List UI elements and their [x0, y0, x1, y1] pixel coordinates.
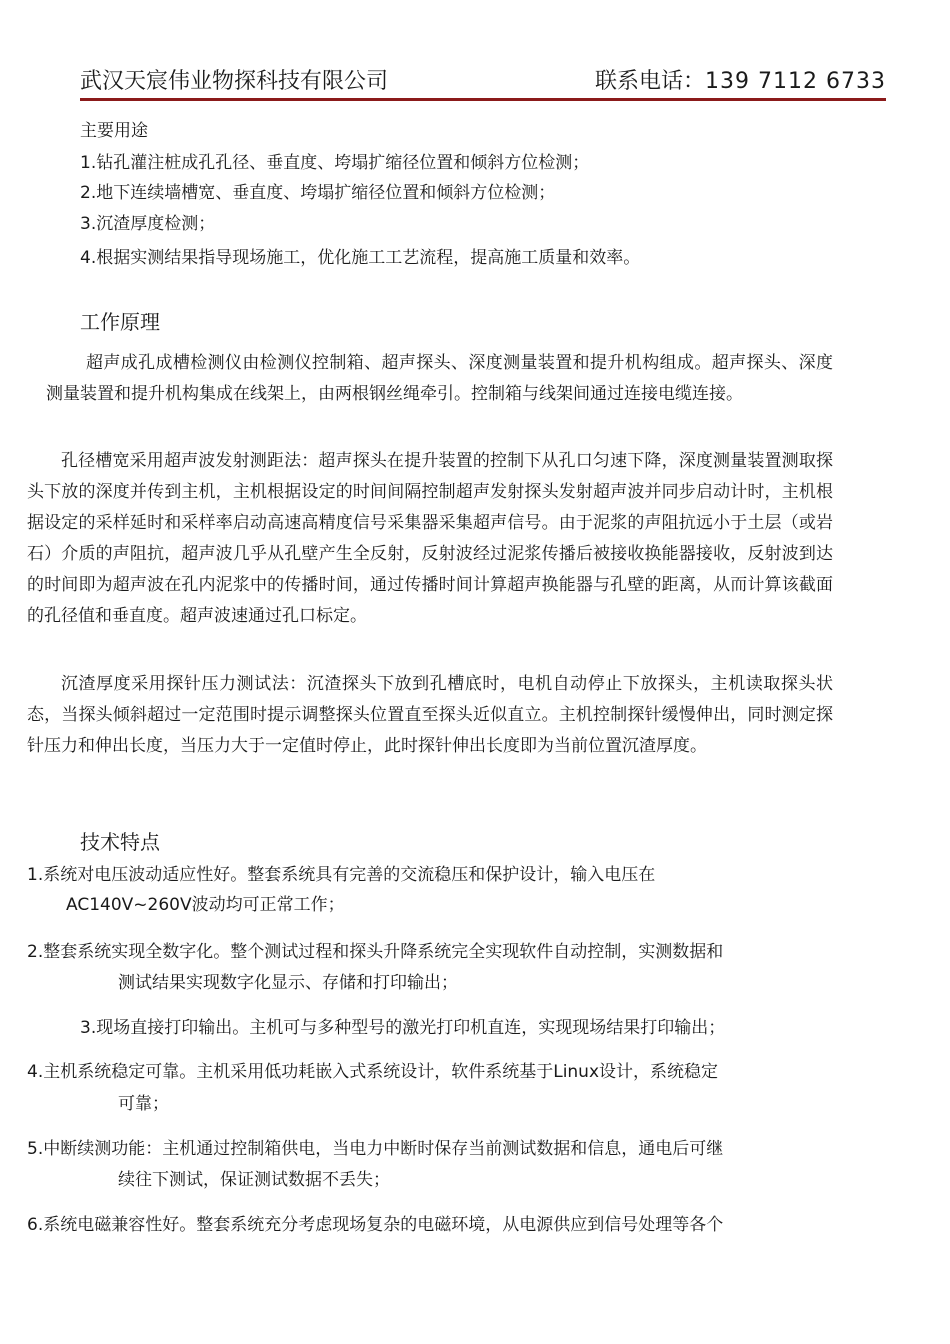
uses-title: 主要用途 [80, 121, 148, 141]
feature-2-line-1: 2.整套系统实现全数字化。整个测试过程和探头升降系统完全实现软件自动控制，实测数据和 [27, 942, 724, 962]
page-header [80, 62, 886, 101]
feature-5-line-2: 续往下测试，保证测试数据不丢失； [118, 1170, 390, 1190]
features-title: 技术特点 [80, 830, 160, 854]
phone-separator: ： [683, 69, 706, 94]
uses-item: 3.沉渣厚度检测； [80, 214, 216, 234]
feature-1-line-1: 1.系统对电压波动适应性好。整套系统具有完善的交流稳压和保护设计，输入电压在 [27, 865, 656, 885]
uses-item: 4.根据实测结果指导现场施工，优化施工工艺流程，提高施工质量和效率。 [80, 248, 641, 268]
phone-label: 联系电话 [595, 69, 684, 94]
company-name: 武汉天宸伟业物探科技有限公司 [80, 69, 389, 94]
feature-5-line-1: 5.中断续测功能：主机通过控制箱供电，当电力中断时保存当前测试数据和信息，通电后可继 [27, 1139, 724, 1159]
feature-1-line-2: AC140V~260V波动均可正常工作； [66, 895, 345, 915]
principle-title: 工作原理 [80, 310, 160, 334]
principle-paragraph-3 [27, 669, 833, 762]
feature-3: 3.现场直接打印输出。主机可与多种型号的激光打印机直连，实现现场结果打印输出； [80, 1018, 726, 1038]
principle-paragraph-2 [27, 446, 833, 632]
feature-6-line-1: 6.系统电磁兼容性好。整套系统充分考虑现场复杂的电磁环境，从电源供应到信号处理等各个 [27, 1215, 724, 1235]
phone-number: 139 7112 6733 [705, 69, 886, 94]
principle-paragraph-1-text: 超声成孔成槽检测仪由检测仪控制箱、超声探头、深度测量装置和提升机构组成。超声探头、深度测量装置和提升机构集成在线架上，由两根钢丝绳牵引。控制箱与线架间通过连接电缆连接。 [46, 353, 833, 404]
feature-4-line-2: 可靠； [118, 1094, 169, 1114]
principle-paragraph-2-text: 孔径槽宽采用超声波发射测距法：超声探头在提升装置的控制下从孔口匀速下降，深度测量装置测取探头下放的深度并传到主机，主机根据设定的时间间隔控制超声发射探头发射超声波并同步启动计时，主机根据设定的采样延时和采样率启动高速高精度信号采集器采集超声信号。由于泥浆的声阻抗远小于土层（或岩石）介质的声阻抗，超声波几乎从孔壁产生全反射，反射波经过泥浆传播后被接收换能器接收，反射波到达的时间即为超声波在孔内泥浆中的传播时间，通过传播时间计算超声换能器与孔壁的距离，从而计算该截面的孔径值和垂直度。超声波速通过孔口标定。 [27, 451, 833, 626]
feature-2-line-2: 测试结果实现数字化显示、存储和打印输出； [118, 973, 458, 993]
principle-paragraph-3-text: 沉渣厚度采用探针压力测试法：沉渣探头下放到孔槽底时，电机自动停止下放探头，主机读取探头状态，当探头倾斜超过一定范围时提示调整探头位置直至探头近似直立。主机控制探针缓慢伸出，同时测定探针压力和伸出长度，当压力大于一定值时停止，此时探针伸出长度即为当前位置沉渣厚度。 [27, 674, 833, 756]
feature-4-line-1: 4.主机系统稳定可靠。主机采用低功耗嵌入式系统设计，软件系统基于Linux设计，系统稳定 [27, 1062, 719, 1082]
principle-paragraph-1 [46, 348, 833, 410]
uses-item: 2.地下连续墙槽宽、垂直度、垮塌扩缩径位置和倾斜方位检测； [80, 183, 556, 203]
uses-item: 1.钻孔灌注桩成孔孔径、垂直度、垮塌扩缩径位置和倾斜方位检测； [80, 153, 590, 173]
contact-phone [595, 64, 886, 95]
